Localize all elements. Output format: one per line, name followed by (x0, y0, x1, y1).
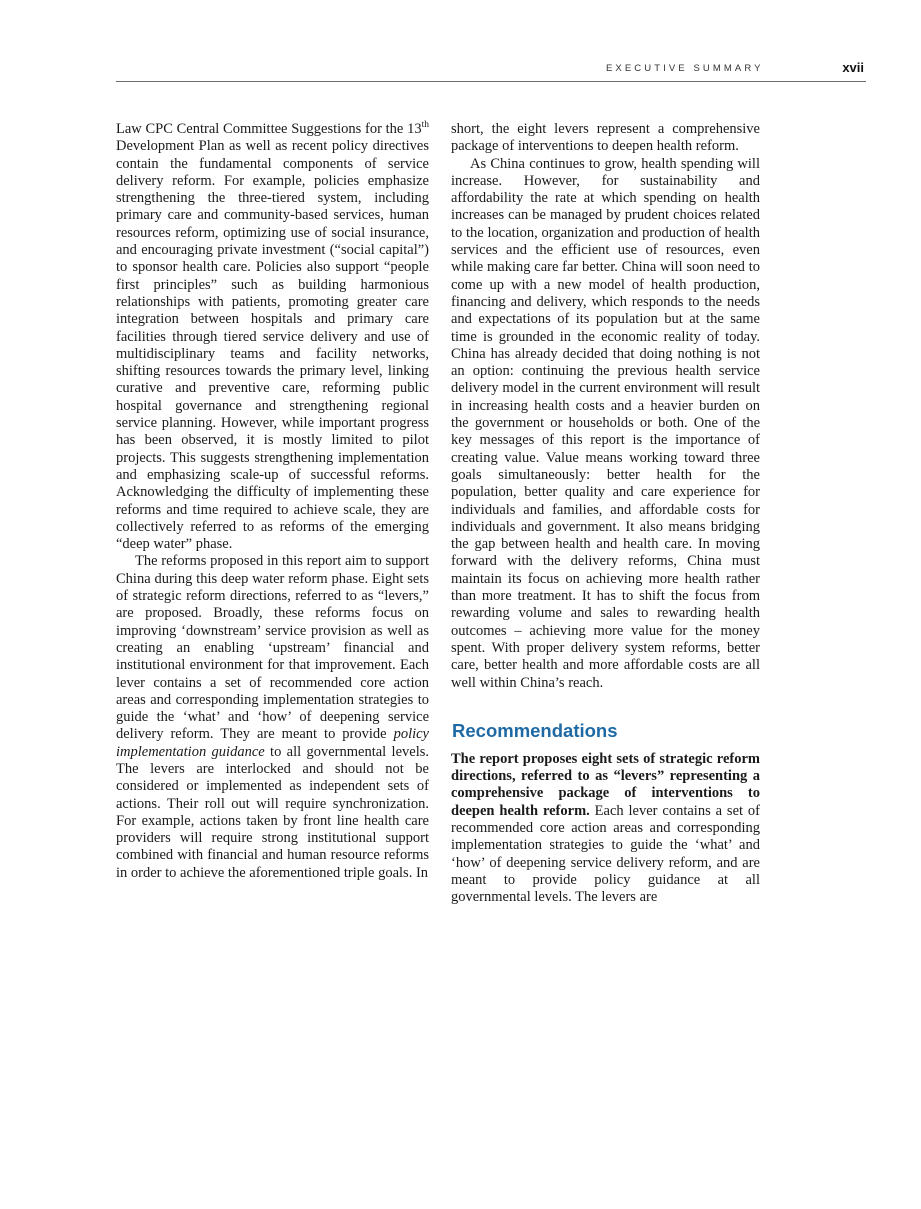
right-column (451, 121, 760, 906)
left-column (116, 121, 429, 882)
page-number: xvii (842, 60, 864, 75)
paragraph: short, the eight levers represent a comprehensive package of interventions to deepen health reform. (451, 121, 760, 155)
paragraph (116, 553, 429, 882)
paragraph-text: to all governmental levels. The levers are interlocked and should not be considered or implemented as independent sets of actions. Their roll out will require synchronization. For example, actions taken by front line health care providers will require strong institutional support combined with financial and human resource reforms in order to achieve the aforementioned triple goals. In (116, 743, 429, 881)
paragraph-text: Development Plan as well as recent policy directives contain the fundamental components of service delivery reform. For example, policies emphasize strengthening the three-tiered system, including primary care and community-based services, human resources reform, optimizing use of social insurance, and encouraging private investment (“social capital”) to sponsor health care. Policies also support “people first principles” such as building harmonious relationships with patients, promoting greater care integration between hospitals and primary care facilities through tiered service delivery and use of multidisciplinary teams and facility networks, shifting resources towards the primary level, linking curative and preventive care, reforming public hospital governance and strengthening regional service planning. However, while important progress has been observed, it is mostly limited to pilot projects. This suggests strengthening implementation and emphasizing scale-up of successful reforms. Acknowledging the difficulty of implementing these reforms and time required to achieve scale, they are collectively referred to as reforms of the emerging “deep water” phase. (116, 138, 429, 553)
running-header (116, 52, 866, 82)
emphasis-text: policy implementation guidance (116, 726, 429, 760)
superscript: th (421, 120, 429, 131)
section-heading: Recommendations (452, 719, 618, 741)
paragraph-text: The reforms proposed in this report aim to support China during this deep water reform phase. Eight sets of strategic reform directions, referred to as “levers,” are proposed. Broadly, these reforms focus on improving ‘downstream’ service provision as well as creating an enabling ‘upstream’ financial and institutional environment for that improvement. Each lever contains a set of recommended core action areas and corresponding implementation strategies to guide the ‘what’ and ‘how’ of deepening service delivery reform. They are meant to provide (116, 553, 429, 743)
paragraph (451, 751, 760, 907)
bold-lead-text: The report proposes eight sets of strategic reform directions, referred to as “levers” representing a comprehensive package of interventions to deepen health reform. (451, 750, 760, 819)
paragraph-text: Each lever contains a set of recommended core action areas and corresponding implementation strategies to guide the ‘what’ and ‘how’ of deepening service delivery reform, and are meant to provide policy guidance at all governmental levels. The levers are (451, 802, 761, 906)
paragraph (116, 121, 429, 553)
running-header-title: EXECUTIVE SUMMARY (606, 63, 764, 74)
paragraph-text: Law CPC Central Committee Suggestions for the 13 (116, 121, 422, 137)
paragraph: As China continues to grow, health spending will increase. However, for sustainability and affordability the rate at which spending on health increases can be managed by prudent choices related to the location, organization and production of health services and the efficient use of resources, even while making care far better. China will soon need to come up with a new model of health production, financing and delivery, which responds to the needs and expectations of its population but at the same time is grounded in the economic reality of today. China has already decided that doing nothing is not an option: continuing the previous health service delivery model in the current environment will result in increasing health costs and a heavier burden on the government or households or both. One of the key messages of this report is the importance of creating value. Value means working toward three goals simultaneously: better health for the population, better quality and care experience for individuals and families, and affordable costs for individuals and government. It also means bridging the gap between health and health care. In moving forward with the delivery reforms, China must maintain its focus on achieving more health rather than more treatment. It has to shift the focus from rewarding volume and sales to rewarding health outcomes – achieving more value for the money spent. With proper delivery system reforms, better care, better health and more affordable costs are all well within China’s reach. (451, 155, 760, 691)
